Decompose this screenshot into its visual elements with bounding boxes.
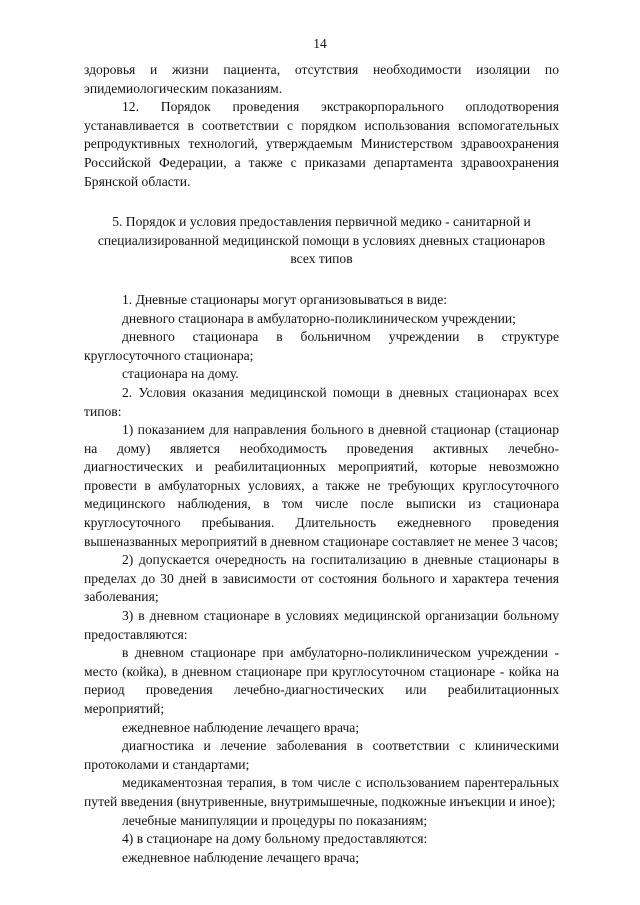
section-heading: 5. Порядок и условия предоставления первичной медико - санитарной и специализированной медицинской помощи в условиях дневных стационаров всех типов	[97, 214, 546, 267]
paragraph: 3) в дневном стационаре в условиях медицинской организации больному предоставляются:	[84, 608, 559, 642]
paragraph: диагностика и лечение заболевания в соответствии с клиническими протоколами и стандартами;	[84, 738, 559, 772]
paragraph: ежедневное наблюдение лечащего врача;	[122, 849, 360, 865]
paragraph: 1) показанием для направления больного в дневной стационар (стационар на дому) является необходимость проведения активных лечебно-диагностических и реабилитационных мероприятий, которые невозможно провести в амбулаторных условиях, а также не требующих круглосуточного медицинского наблюдения, в том числе после выписки из стационара круглосуточного пребывания. Длительность ежедневного проведения вышеназванных мероприятий в дневном стационаре составляет не менее 3 часов;	[84, 422, 559, 549]
paragraph: ежедневное наблюдение лечащего врача;	[122, 719, 360, 735]
paragraph: 1. Дневные стационары могут организовываться в виде:	[122, 291, 448, 307]
paragraph: дневного стационара в амбулаторно-поликлиническом учреждении;	[122, 310, 516, 326]
paragraph: 12. Порядок проведения экстракорпорального оплодотворения устанавливается в соответствии с порядком использования вспомогательных репродуктивных технологий, утверждаемым Министерством здравоохранения Российской Федерации, а также с приказами департамента здравоохранения Брянской области.	[84, 99, 559, 189]
paragraph: 2. Условия оказания медицинской помощи в дневных стационарах всех типов:	[84, 384, 559, 419]
paragraph: дневного стационара в больничном учреждении в структуре круглосуточного стационара;	[84, 329, 559, 363]
paragraph: 2) допускается очередность на госпитализацию в дневные стационары в пределах до 30 дней в зависимости от состояния больного и характера течения заболевания;	[84, 552, 559, 605]
paragraph: медикаментозная терапия, в том числе с использованием парентеральных путей введения (внутривенные, внутримышечные, подкожные инъекции и иное);	[84, 775, 559, 809]
paragraph: лечебные манипуляции и процедуры по показаниям;	[122, 812, 428, 828]
paragraph: 4) в стационаре на дому больному предоставляются:	[122, 831, 428, 847]
paragraph: стационара на дому.	[122, 366, 239, 382]
page-number: 14	[313, 36, 327, 51]
paragraph: в дневном стационаре при амбулаторно-поликлиническом учреждении - место (койка), в дневном стационаре при круглосуточном стационаре - койка на период проведения лечебно-диагностических или реабилитационных мероприятий;	[84, 645, 559, 716]
document-body	[84, 61, 559, 867]
paragraph: здоровья и жизни пациента, отсутствия необходимости изоляции по эпидемиологическим показаниям.	[84, 62, 559, 96]
